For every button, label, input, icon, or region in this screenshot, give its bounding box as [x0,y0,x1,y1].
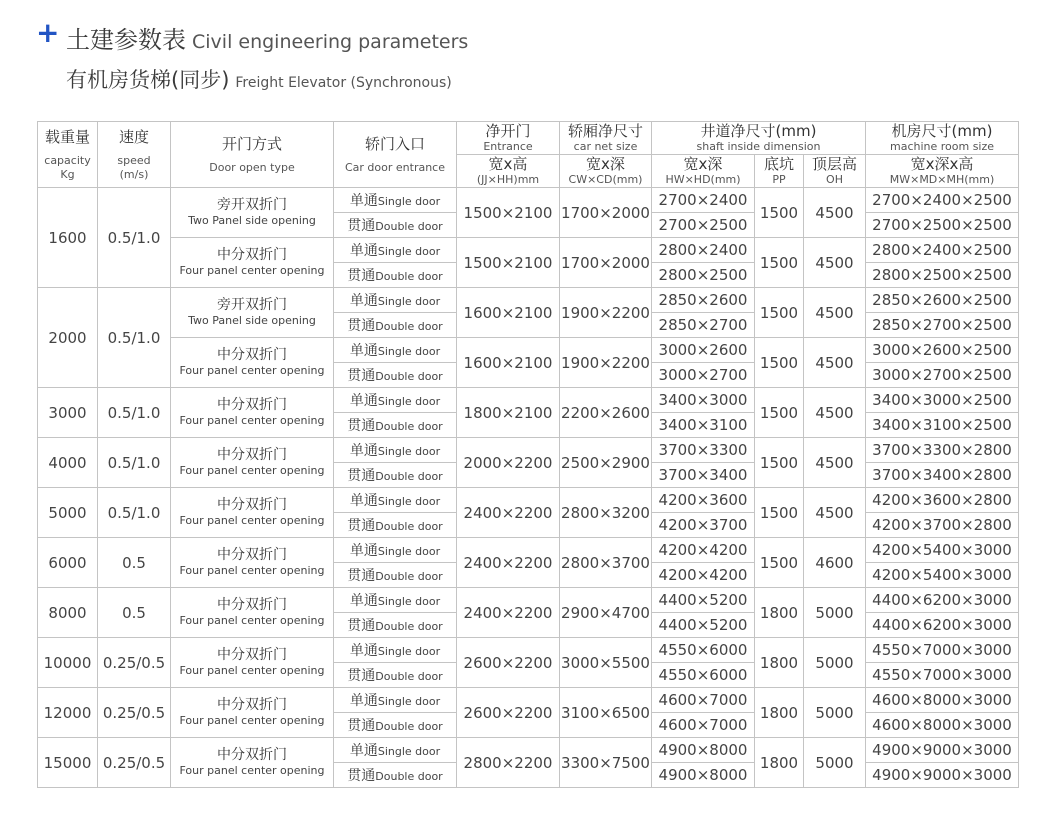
speed-cell: 0.5 [98,588,171,638]
clear-opening-cell: 2400×2200 [457,538,560,588]
door-type-cell: 中分双折门 Four panel center opening [171,238,334,288]
clear-opening-cell: 1500×2100 [457,238,560,288]
car-size-cell: 2200×2600 [560,388,652,438]
machine-room-cell: 4400×6200×3000 [866,588,1019,613]
clear-opening-cell: 2400×2200 [457,488,560,538]
entrance-single: 单通Single door [334,538,457,563]
machine-room-cell: 2800×2400×2500 [866,238,1019,263]
table-row [38,738,1019,763]
capacity-cell: 15000 [38,738,98,788]
header-shaft: 井道净尺寸(mm) shaft inside dimension [652,122,866,155]
table-row [38,488,1019,513]
car-size-cell: 2800×3700 [560,538,652,588]
entrance-single: 单通Single door [334,588,457,613]
entrance-double: 贯通Double door [334,313,457,338]
table-row [38,188,1019,213]
door-type-cell: 中分双折门 Four panel center opening [171,738,334,788]
entrance-single: 单通Single door [334,238,457,263]
machine-room-cell: 2800×2500×2500 [866,263,1019,288]
speed-cell: 0.5/1.0 [98,188,171,288]
overhead-cell: 5000 [804,738,866,788]
header-car-sub: 宽x深 CW×CD(mm) [560,155,652,188]
capacity-cell: 10000 [38,638,98,688]
shaft-cell: 4900×8000 [652,763,755,788]
speed-cell: 0.25/0.5 [98,688,171,738]
machine-room-cell: 4200×3700×2800 [866,513,1019,538]
table-row [38,588,1019,613]
civil-parameters-table [37,121,1019,788]
speed-cell: 0.5/1.0 [98,438,171,488]
shaft-cell: 2800×2400 [652,238,755,263]
header-capacity: 载重量 capacity Kg [38,122,98,188]
door-type-cell: 旁开双折门 Two Panel side opening [171,288,334,338]
table-row [38,238,1019,263]
pit-cell: 1500 [755,388,804,438]
overhead-cell: 4500 [804,238,866,288]
header-shaft-wd: 宽x深 HW×HD(mm) [652,155,755,188]
shaft-cell: 4600×7000 [652,713,755,738]
overhead-cell: 5000 [804,588,866,638]
speed-cell: 0.5/1.0 [98,488,171,538]
car-size-cell: 1700×2000 [560,188,652,238]
door-type-cell: 中分双折门 Four panel center opening [171,438,334,488]
door-type-cell: 中分双折门 Four panel center opening [171,638,334,688]
car-size-cell: 3000×5500 [560,638,652,688]
door-type-cell: 中分双折门 Four panel center opening [171,688,334,738]
page-title [66,20,468,55]
overhead-cell: 4600 [804,538,866,588]
title-en: Civil engineering parameters [192,31,469,53]
clear-opening-cell: 2000×2200 [457,438,560,488]
car-size-cell: 1700×2000 [560,238,652,288]
entrance-double: 贯通Double door [334,563,457,588]
capacity-cell: 8000 [38,588,98,638]
pit-cell: 1500 [755,538,804,588]
header-pit: 底坑 PP [755,155,804,188]
machine-room-cell: 4200×5400×3000 [866,563,1019,588]
machine-room-cell: 4600×8000×3000 [866,713,1019,738]
shaft-cell: 2700×2400 [652,188,755,213]
overhead-cell: 4500 [804,188,866,238]
machine-room-cell: 4900×9000×3000 [866,763,1019,788]
entrance-double: 贯通Double door [334,463,457,488]
clear-opening-cell: 2400×2200 [457,588,560,638]
capacity-cell: 5000 [38,488,98,538]
entrance-double: 贯通Double door [334,363,457,388]
door-type-cell: 中分双折门 Four panel center opening [171,588,334,638]
entrance-double: 贯通Double door [334,613,457,638]
overhead-cell: 4500 [804,438,866,488]
table-row [38,438,1019,463]
entrance-single: 单通Single door [334,188,457,213]
door-type-cell: 中分双折门 Four panel center opening [171,338,334,388]
clear-opening-cell: 2600×2200 [457,688,560,738]
subtitle-cn: 有机房货梯(同步) [66,68,230,92]
subtitle-en: Freight Elevator (Synchronous) [235,75,452,91]
door-type-cell: 中分双折门 Four panel center opening [171,488,334,538]
car-size-cell: 2900×4700 [560,588,652,638]
pit-cell: 1500 [755,288,804,338]
entrance-double: 贯通Double door [334,263,457,288]
shaft-cell: 2850×2600 [652,288,755,313]
machine-room-cell: 3000×2600×2500 [866,338,1019,363]
shaft-cell: 2700×2500 [652,213,755,238]
clear-opening-cell: 1600×2100 [457,338,560,388]
shaft-cell: 3400×3000 [652,388,755,413]
header-clear-sub: 宽x高 (JJ×HH)mm [457,155,560,188]
machine-room-cell: 2850×2700×2500 [866,313,1019,338]
entrance-single: 单通Single door [334,338,457,363]
machine-room-cell: 2850×2600×2500 [866,288,1019,313]
car-size-cell: 1900×2200 [560,338,652,388]
table-row [38,538,1019,563]
shaft-cell: 4200×4200 [652,538,755,563]
pit-cell: 1800 [755,688,804,738]
header-speed: 速度 speed (m/s) [98,122,171,188]
plus-icon: + [36,16,60,49]
shaft-cell: 2850×2700 [652,313,755,338]
speed-cell: 0.5/1.0 [98,388,171,438]
header-overhead: 顶层高 OH [804,155,866,188]
entrance-single: 单通Single door [334,288,457,313]
shaft-cell: 3700×3400 [652,463,755,488]
car-size-cell: 1900×2200 [560,288,652,338]
shaft-cell: 3400×3100 [652,413,755,438]
overhead-cell: 4500 [804,338,866,388]
entrance-single: 单通Single door [334,438,457,463]
machine-room-cell: 2700×2400×2500 [866,188,1019,213]
pit-cell: 1500 [755,488,804,538]
shaft-cell: 4550×6000 [652,663,755,688]
entrance-double: 贯通Double door [334,763,457,788]
machine-room-cell: 3400×3100×2500 [866,413,1019,438]
shaft-cell: 4600×7000 [652,688,755,713]
door-type-cell: 旁开双折门 Two Panel side opening [171,188,334,238]
car-size-cell: 2800×3200 [560,488,652,538]
entrance-double: 贯通Double door [334,713,457,738]
speed-cell: 0.5 [98,538,171,588]
overhead-cell: 4500 [804,488,866,538]
machine-room-cell: 3400×3000×2500 [866,388,1019,413]
clear-opening-cell: 2800×2200 [457,738,560,788]
machine-room-cell: 3700×3300×2800 [866,438,1019,463]
shaft-cell: 4900×8000 [652,738,755,763]
pit-cell: 1500 [755,438,804,488]
entrance-single: 单通Single door [334,388,457,413]
capacity-cell: 2000 [38,288,98,388]
speed-cell: 0.25/0.5 [98,638,171,688]
machine-room-cell: 4600×8000×3000 [866,688,1019,713]
header-entrance: 轿门入口 Car door entrance [334,122,457,188]
shaft-cell: 2800×2500 [652,263,755,288]
machine-room-cell: 4400×6200×3000 [866,613,1019,638]
clear-opening-cell: 1500×2100 [457,188,560,238]
table-row [38,638,1019,663]
machine-room-cell: 2700×2500×2500 [866,213,1019,238]
table-row [38,688,1019,713]
machine-room-cell: 4200×3600×2800 [866,488,1019,513]
clear-opening-cell: 1600×2100 [457,288,560,338]
entrance-double: 贯通Double door [334,413,457,438]
pit-cell: 1800 [755,638,804,688]
header-door-type: 开门方式 Door open type [171,122,334,188]
shaft-cell: 3000×2600 [652,338,755,363]
pit-cell: 1500 [755,188,804,238]
machine-room-cell: 4550×7000×3000 [866,638,1019,663]
capacity-cell: 1600 [38,188,98,288]
shaft-cell: 4550×6000 [652,638,755,663]
header-mr-sub: 宽x深x高 MW×MD×MH(mm) [866,155,1019,188]
table-row [38,288,1019,313]
capacity-cell: 6000 [38,538,98,588]
shaft-cell: 4200×3600 [652,488,755,513]
pit-cell: 1800 [755,588,804,638]
entrance-double: 贯通Double door [334,663,457,688]
machine-room-cell: 4550×7000×3000 [866,663,1019,688]
overhead-cell: 5000 [804,638,866,688]
shaft-cell: 3000×2700 [652,363,755,388]
pit-cell: 1500 [755,238,804,288]
overhead-cell: 4500 [804,288,866,338]
entrance-single: 单通Single door [334,688,457,713]
header-machine-room: 机房尺寸(mm) machine room size [866,122,1019,155]
door-type-cell: 中分双折门 Four panel center opening [171,388,334,438]
speed-cell: 0.25/0.5 [98,738,171,788]
entrance-single: 单通Single door [334,488,457,513]
header-car-size: 轿厢净尺寸 car net size [560,122,652,155]
clear-opening-cell: 1800×2100 [457,388,560,438]
overhead-cell: 5000 [804,688,866,738]
entrance-single: 单通Single door [334,738,457,763]
capacity-cell: 3000 [38,388,98,438]
title-cn: 土建参数表 [66,26,186,54]
machine-room-cell: 4200×5400×3000 [866,538,1019,563]
overhead-cell: 4500 [804,388,866,438]
entrance-single: 单通Single door [334,638,457,663]
capacity-cell: 12000 [38,688,98,738]
shaft-cell: 4400×5200 [652,588,755,613]
machine-room-cell: 3000×2700×2500 [866,363,1019,388]
shaft-cell: 4200×3700 [652,513,755,538]
shaft-cell: 4200×4200 [652,563,755,588]
table-row [38,338,1019,363]
pit-cell: 1500 [755,338,804,388]
entrance-double: 贯通Double door [334,213,457,238]
car-size-cell: 3100×6500 [560,688,652,738]
machine-room-cell: 3700×3400×2800 [866,463,1019,488]
machine-room-cell: 4900×9000×3000 [866,738,1019,763]
shaft-cell: 3700×3300 [652,438,755,463]
header-clear-opening: 净开门 Entrance [457,122,560,155]
speed-cell: 0.5/1.0 [98,288,171,388]
table-row [38,388,1019,413]
door-type-cell: 中分双折门 Four panel center opening [171,538,334,588]
shaft-cell: 4400×5200 [652,613,755,638]
car-size-cell: 3300×7500 [560,738,652,788]
entrance-double: 贯通Double door [334,513,457,538]
car-size-cell: 2500×2900 [560,438,652,488]
clear-opening-cell: 2600×2200 [457,638,560,688]
capacity-cell: 4000 [38,438,98,488]
page-subtitle [66,64,452,94]
pit-cell: 1800 [755,738,804,788]
